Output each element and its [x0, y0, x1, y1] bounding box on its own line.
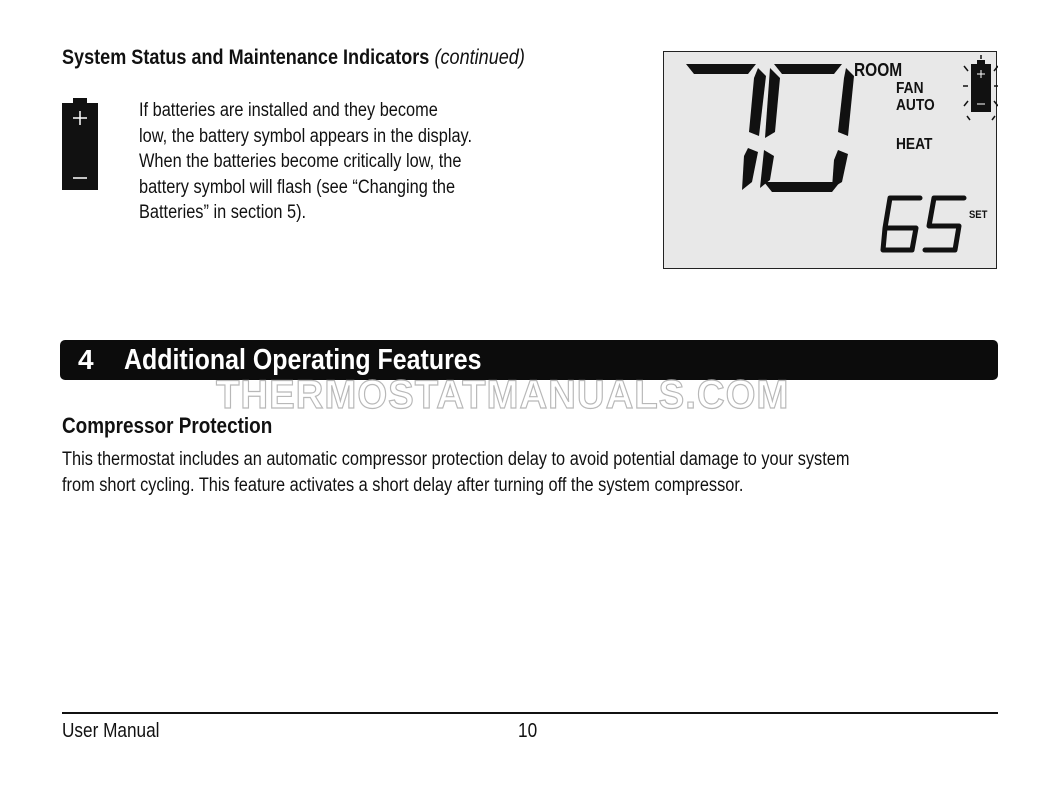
paragraph-line: If batteries are installed and they become: [139, 100, 438, 121]
set-temp-digits: [883, 198, 964, 250]
paragraph-line: This thermostat includes an automatic compressor protection delay to avoid potential damage to your system: [62, 449, 850, 470]
room-label: ROOM: [854, 60, 903, 80]
thermostat-display: [663, 51, 997, 269]
lcd-graphics: [664, 52, 998, 270]
fan-mode-label: AUTO: [896, 97, 935, 114]
compressor-heading: Compressor Protection: [62, 413, 273, 438]
room-temp-digits: [686, 64, 854, 192]
paragraph-line: Batteries” in section 5).: [139, 202, 307, 224]
paragraph-line: battery symbol will flash (see “Changing the: [139, 176, 456, 198]
paragraph-line: from short cycling. This feature activates a short delay after turning off the system compressor.: [62, 475, 744, 496]
section-heading: [62, 46, 525, 70]
fan-label: FAN: [896, 80, 924, 97]
battery-low-icon: [62, 98, 98, 190]
section-number: 4: [78, 344, 94, 375]
compressor-description: [62, 447, 849, 499]
footer-title: User Manual: [62, 720, 160, 742]
flashing-battery-icon: [963, 55, 998, 120]
section-heading-suffix: (continued): [434, 46, 525, 69]
section-heading-title: System Status and Maintenance Indicators: [62, 46, 430, 69]
section-title: Additional Operating Features: [124, 344, 482, 376]
battery-description: [139, 98, 526, 226]
paragraph-line: low, the battery symbol appears in the display.: [139, 125, 473, 147]
watermark: THERMOSTATMANUALS.COM: [216, 373, 790, 417]
heat-mode-label: HEAT: [896, 136, 933, 153]
paragraph-line: When the batteries become critically low, the: [139, 151, 462, 173]
page-number: 10: [518, 720, 538, 742]
footer-divider: [62, 712, 998, 714]
set-label: SET: [969, 209, 988, 221]
